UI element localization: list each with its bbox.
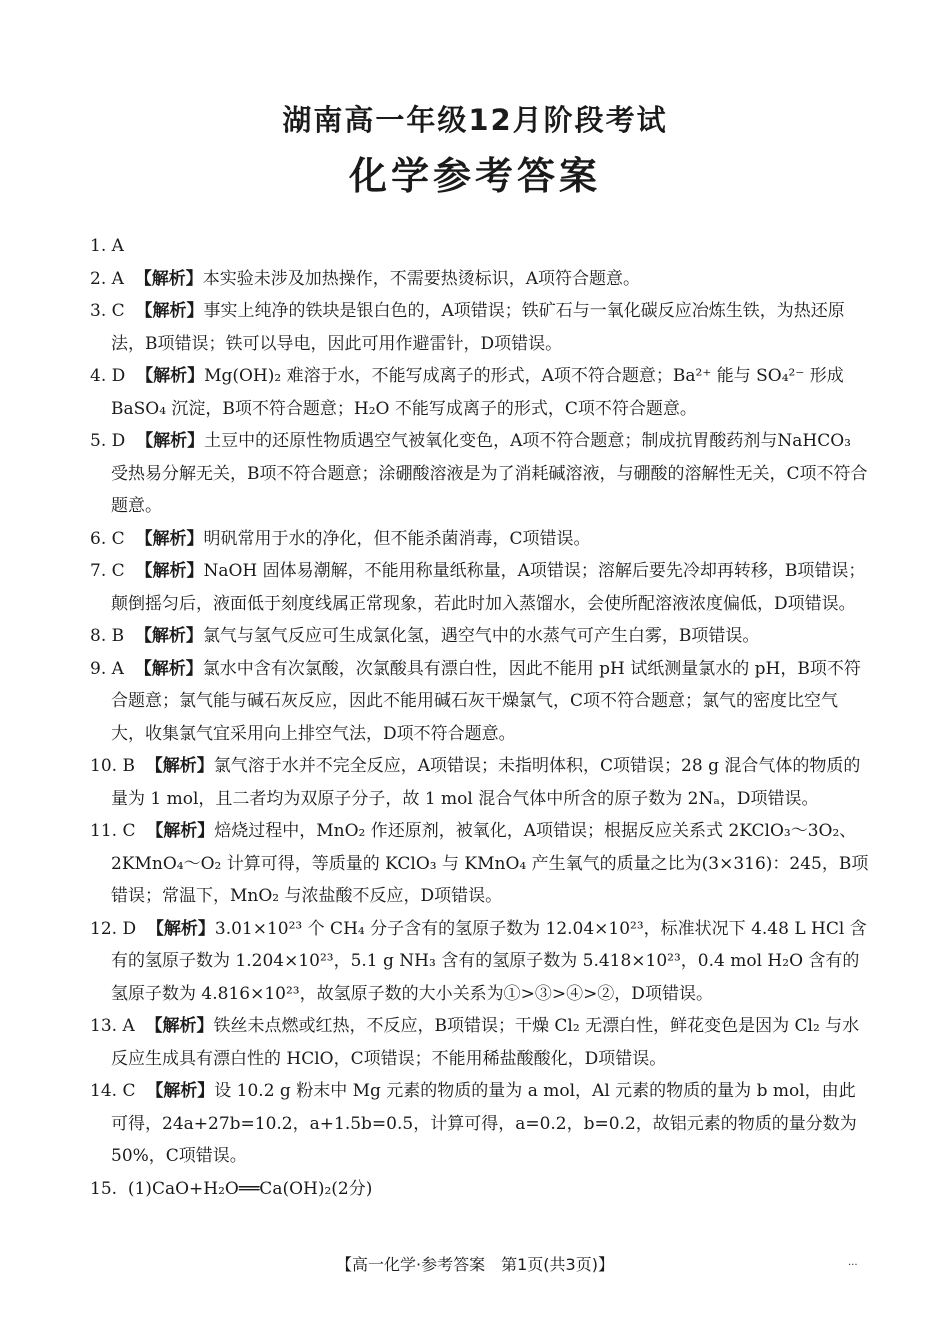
answer-number: 14. C xyxy=(90,1081,136,1101)
answer-item xyxy=(90,425,870,523)
answer-number: 3. C xyxy=(90,301,125,321)
answer-explanation: 设 10.2 g 粉末中 Mg 元素的物质的量为 a mol，Al 元素的物质的量为 b mol，由此可得，24a+27b=10.2，a+1.5b=0.5，计算可得，a=0.2，b=0.2，故铝元素的物质的量分数为 50%，C项错误。 xyxy=(111,1081,863,1166)
page-title: 湖南高一年级12月阶段考试 xyxy=(282,103,668,137)
answer-number: 7. C xyxy=(90,561,125,581)
answer-item xyxy=(90,295,870,360)
answer-number: 1. A xyxy=(90,236,124,256)
analysis-tag: 【解析】 xyxy=(146,821,215,841)
answer-item xyxy=(90,620,870,653)
answer-number: 9. A xyxy=(90,658,124,679)
answer-number: 2. A xyxy=(90,268,124,289)
answer-explanation: 氯气与氢气反应可生成氯化氢，遇空气中的水蒸气可产生白雾，B项错误。 xyxy=(202,626,760,646)
answer-explanation: Mg(OH)₂ 难溶于水，不能写成离子的形式，A项不符合题意；Ba²⁺ 能与 SO₄²⁻ 形成 BaSO₄ 沉淀，B项不符合题意；H₂O 不能写成离子的形式，C项不符合题意。 xyxy=(111,366,850,419)
analysis-tag: 【解析】 xyxy=(146,1081,215,1101)
answer-explanation: 明矾常用于水的净化，但不能杀菌消毒，C项错误。 xyxy=(203,528,591,549)
answer-explanation: NaOH 固体易潮解，不能用称量纸称量，A项错误；溶解后要先冷却再转移，B项错误；颠倒摇匀后，液面低于刻度线属正常现象，若此时加入蒸馏水，会使所配溶液浓度偏低，D项错误。 xyxy=(111,561,866,614)
answer-number: 15. xyxy=(90,1178,118,1199)
answer-number: 6. C xyxy=(90,528,125,549)
answer-item xyxy=(90,230,870,263)
answer-number: 8. B xyxy=(90,626,125,646)
page-subtitle: 化学参考答案 xyxy=(348,154,601,198)
answer-item xyxy=(90,360,870,425)
analysis-tag: 【解析】 xyxy=(135,301,204,321)
analysis-tag: 【解析】 xyxy=(145,756,214,776)
answer-number: 10. B xyxy=(90,756,135,776)
answer-number: 4. D xyxy=(90,366,126,386)
answer-item xyxy=(90,815,870,913)
answer-explanation: 本实验未涉及加热操作，不需要热烫标识，A项符合题意。 xyxy=(202,268,640,289)
footer-mark: ... xyxy=(848,1257,858,1268)
answer-explanation: 氯气溶于水并不完全反应，A项错误；未指明体积，C项错误；28 g 混合气体的物质的量为 1 mol，且二者均为双原子分子，故 1 mol 混合气体中所含的原子数为 2Nₐ，D项错误。 xyxy=(111,756,861,809)
answer-item xyxy=(90,1010,870,1075)
answer-explanation: (1)CaO+H₂O══Ca(OH)₂(2分) xyxy=(127,1178,373,1199)
page-footer: 【高一化学·参考答案 第1页(共3页)】 xyxy=(336,1255,614,1274)
analysis-tag: 【解析】 xyxy=(135,528,204,549)
answer-item xyxy=(90,1173,870,1206)
analysis-tag: 【解析】 xyxy=(145,1016,214,1036)
answer-item xyxy=(90,913,870,1011)
answer-explanation: 土豆中的还原性物质遇空气被氧化变色，A项不符合题意；制成抗胃酸药剂与NaHCO₃ 受热易分解无关，B项不符合题意；涂硼酸溶液是为了消耗碱溶液，与硼酸的溶解性无关，C项不符合题意。 xyxy=(111,431,868,516)
answer-explanation: 焙烧过程中，MnO₂ 作还原剂，被氧化，A项错误；根据反应关系式 2KClO₃～3O₂、2KMnO₄～O₂ 计算可得，等质量的 KClO₃ 与 KMnO₄ 产生氧气的质量之比为(3×316)：245，B项错误；常温下，MnO₂ 与浓盐酸不反应，D项错误。 xyxy=(111,821,869,906)
answer-list xyxy=(90,230,870,1205)
answer-explanation: 3.01×10²³ 个 CH₄ 分子含有的氢原子数为 12.04×10²³，标准状况下 4.48 L HCl 含有的氢原子数为 1.204×10²³，5.1 g NH₃ 含有的氢原子数为 5.418×10²³，0.4 mol H₂O 含有的氢原子数为 4.816×10²³，故氢原子数的大小关系为①>③>④>②，D项错误。 xyxy=(111,918,867,1004)
answer-item xyxy=(90,555,870,620)
answer-number: 13. A xyxy=(90,1016,135,1036)
answer-item xyxy=(90,523,870,556)
analysis-tag: 【解析】 xyxy=(134,268,203,289)
answer-item xyxy=(90,263,870,296)
answer-item xyxy=(90,653,870,751)
answer-explanation: 氯水中含有次氯酸，次氯酸具有漂白性，因此不能用 pH 试纸测量氯水的 pH，B项不符合题意；氯气能与碱石灰反应，因此不能用碱石灰干燥氯气，C项不符合题意；氯气的密度比空气大，收集氯气宜采用向上排空气法，D项不符合题意。 xyxy=(111,658,861,744)
analysis-tag: 【解析】 xyxy=(136,431,205,451)
analysis-tag: 【解析】 xyxy=(134,626,203,646)
answer-item xyxy=(90,1075,870,1173)
answer-number: 5. D xyxy=(90,431,126,451)
answer-number: 11. C xyxy=(90,821,136,841)
answer-number: 12. D xyxy=(90,918,137,939)
answer-item xyxy=(90,750,870,815)
analysis-tag: 【解析】 xyxy=(135,561,204,581)
analysis-tag: 【解析】 xyxy=(134,658,203,679)
answer-explanation: 事实上纯净的铁块是银白色的，A项错误；铁矿石与一氧化碳反应冶炼生铁，为热还原法，B项错误；铁可以导电，因此可用作避雷针，D项错误。 xyxy=(111,301,845,354)
analysis-tag: 【解析】 xyxy=(146,918,215,939)
answer-explanation: 铁丝未点燃或红热，不反应，B项错误；干燥 Cl₂ 无漂白性，鲜花变色是因为 Cl₂ 与水反应生成具有漂白性的 HClO，C项错误；不能用稀盐酸酸化，D项错误。 xyxy=(111,1016,860,1069)
analysis-tag: 【解析】 xyxy=(136,366,205,386)
